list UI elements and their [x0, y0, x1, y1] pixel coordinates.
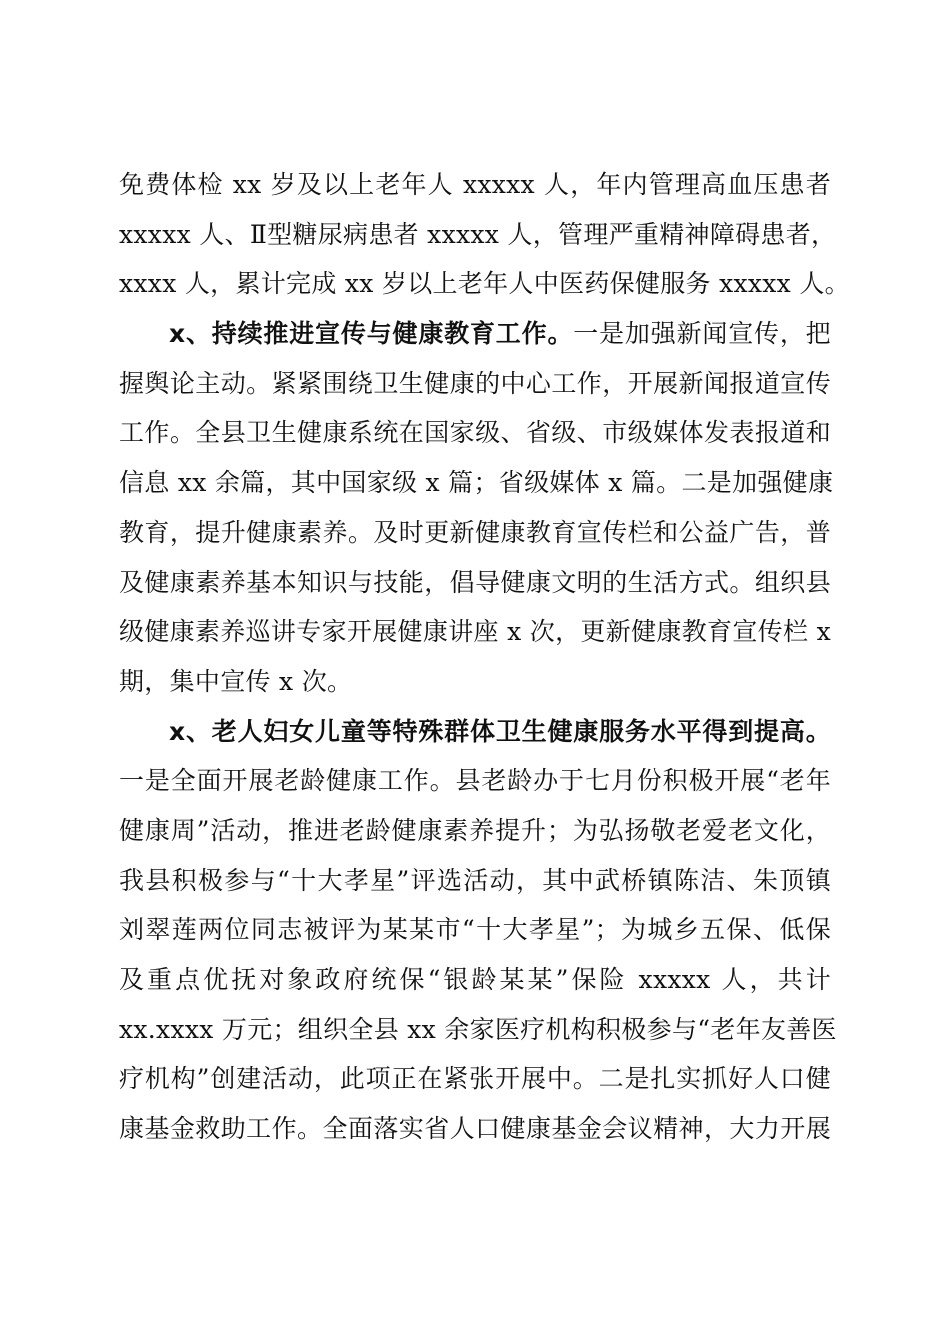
text-line: 健康周”活动，推进老龄健康素养提升；为弘扬敬老爱老文化， [119, 815, 831, 845]
paragraph-2 [119, 309, 834, 707]
paragraph-3 [119, 707, 837, 1154]
text-line: 及健康素养基本知识与技能，倡导健康文明的生活方式。组织县 [119, 567, 831, 597]
text-line: 疗机构”创建活动，此项正在紧张开展中。二是扎实抓好人口健 [119, 1064, 831, 1094]
text-line: xxxxx 人、Ⅱ型糖尿病患者 xxxxx 人，管理严重精神障碍患者， [119, 219, 837, 249]
text-line: 握舆论主动。紧紧围绕卫生健康的中心工作，开展新闻报道宣传 [119, 368, 831, 398]
section-heading: x、持续推进宣传与健康教育工作。 [169, 319, 574, 349]
text-line: 一是全面开展老龄健康工作。县老龄办于七月份积极开展“老年 [119, 766, 831, 796]
text-line: 期，集中宣传 x 次。 [119, 666, 353, 696]
text-line: 我县积极参与“十大孝星”评选活动，其中武桥镇陈洁、朱顶镇 [119, 865, 831, 895]
text-line: 级健康素养巡讲专家开展健康讲座 x 次，更新健康教育宣传栏 x [119, 617, 831, 647]
section-heading: x、老人妇女儿童等特殊群体卫生健康服务水平得到提高。 [169, 716, 831, 746]
text-line: 及重点优抚对象政府统保“银龄某某”保险 xxxxx 人，共计 [119, 965, 831, 994]
text-line: xx.xxxx 万元；组织全县 xx 余家医疗机构积极参与“老年友善医 [119, 1014, 837, 1044]
text-run: 一是加强新闻宣传，把 [573, 319, 831, 349]
text-line: 刘翠莲两位同志被评为某某市“十大孝星”；为城乡五保、低保 [119, 915, 831, 945]
text-line: 康基金救助工作。全面落实省人口健康基金会议精神，大力开展 [119, 1114, 831, 1144]
paragraph-1 [119, 160, 850, 309]
text-line: 信息 xx 余篇，其中国家级 x 篇；省级媒体 x 篇。二是加强健康 [119, 468, 834, 498]
text-line: 工作。全县卫生健康系统在国家级、省级、市级媒体发表报道和 [119, 418, 831, 448]
document-page [119, 160, 850, 1154]
text-line: 教育，提升健康素养。及时更新健康教育宣传栏和公益广告，普 [119, 517, 831, 547]
text-line: 免费体检 xx 岁及以上老年人 xxxxx 人，年内管理高血压患者 [119, 170, 831, 199]
text-line [119, 309, 831, 359]
text-line: xxxx 人，累计完成 xx 岁以上老年人中医药保健服务 xxxxx 人。 [119, 269, 850, 299]
